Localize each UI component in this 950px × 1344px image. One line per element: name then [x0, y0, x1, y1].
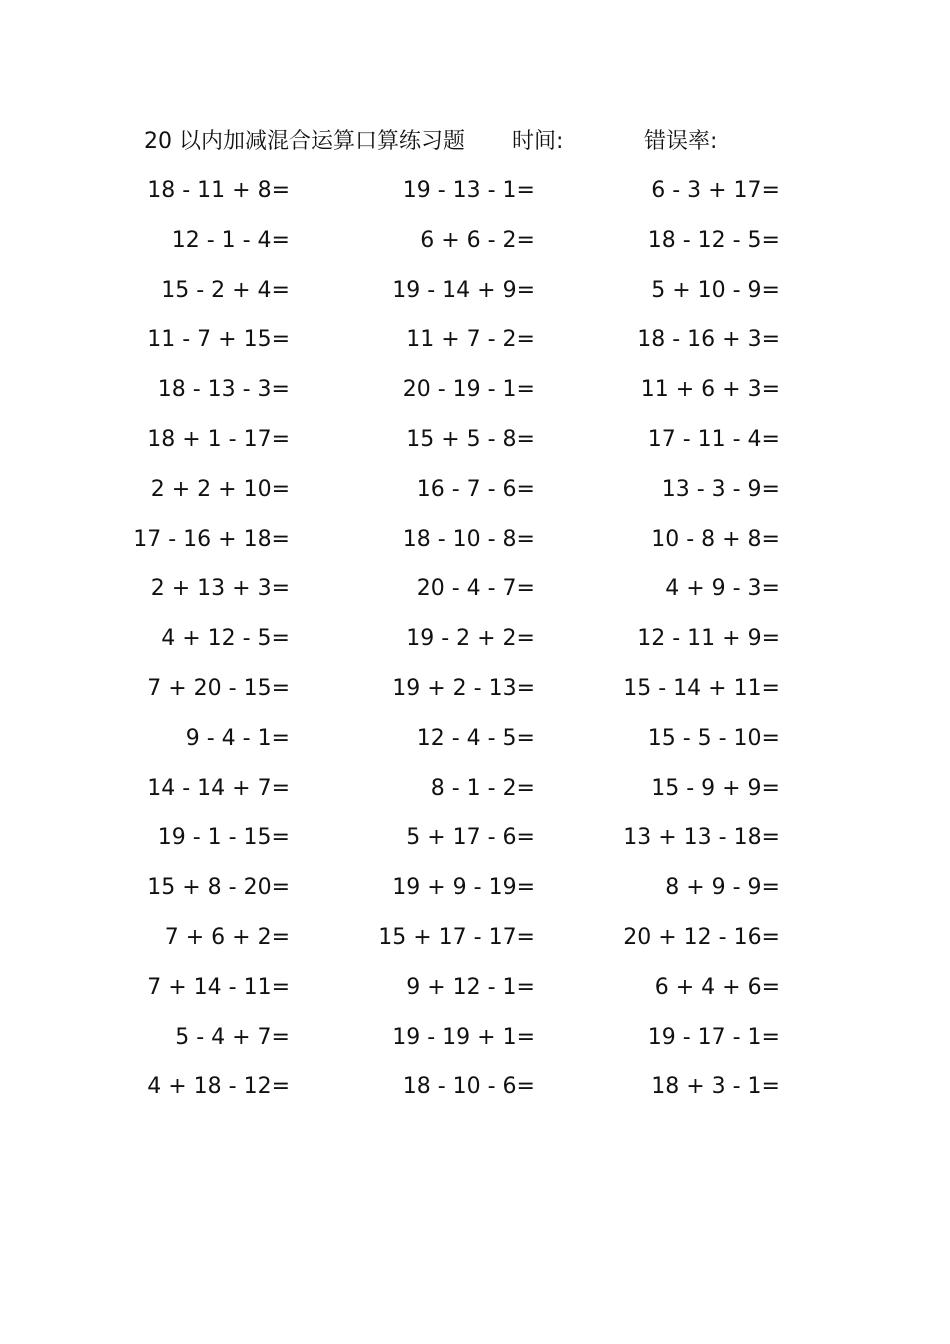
- problem: 8 - 1 - 2=: [430, 775, 535, 801]
- problem: 19 - 17 - 1=: [647, 1024, 780, 1050]
- problem-row: [0, 764, 950, 814]
- problem: 19 - 2 + 2=: [406, 626, 535, 652]
- problem-row: [0, 614, 950, 664]
- problem: 14 - 14 + 7=: [147, 775, 290, 801]
- problem-row: [0, 465, 950, 515]
- time-label: 时间:: [512, 129, 564, 154]
- problem: 7 + 14 - 11=: [147, 974, 290, 1000]
- problem-row: [0, 415, 950, 465]
- problem: 2 + 13 + 3=: [150, 576, 290, 602]
- problem: 20 + 12 - 16=: [623, 924, 780, 950]
- problem: 7 + 6 + 2=: [164, 924, 290, 950]
- problem: 5 - 4 + 7=: [175, 1024, 290, 1050]
- problem-row: [0, 315, 950, 365]
- problem: 11 + 6 + 3=: [640, 377, 780, 403]
- problem: 9 - 4 - 1=: [185, 725, 290, 751]
- problem-row: [0, 813, 950, 863]
- problem: 15 + 17 - 17=: [378, 924, 535, 950]
- problem: 20 - 19 - 1=: [402, 377, 535, 403]
- problem-row: [0, 714, 950, 764]
- problem: 8 + 9 - 9=: [665, 875, 780, 901]
- problem: 6 + 4 + 6=: [654, 974, 780, 1000]
- problem-row: [0, 216, 950, 266]
- problem: 18 + 3 - 1=: [651, 1074, 780, 1100]
- problem: 19 - 14 + 9=: [392, 277, 535, 303]
- problem: 18 - 13 - 3=: [157, 377, 290, 403]
- problem: 20 - 4 - 7=: [416, 576, 535, 602]
- problem: 12 - 4 - 5=: [416, 725, 535, 751]
- problem: 17 - 16 + 18=: [133, 526, 290, 552]
- problem: 18 - 10 - 8=: [402, 526, 535, 552]
- problem: 19 - 1 - 15=: [157, 825, 290, 851]
- problem: 7 + 20 - 15=: [147, 675, 290, 701]
- problem: 19 + 2 - 13=: [392, 675, 535, 701]
- worksheet-header: [144, 124, 844, 160]
- problem: 13 + 13 - 18=: [623, 825, 780, 851]
- problem: 15 + 8 - 20=: [147, 875, 290, 901]
- problem: 16 - 7 - 6=: [416, 476, 535, 502]
- problem: 2 + 2 + 10=: [150, 476, 290, 502]
- problem: 6 + 6 - 2=: [420, 227, 535, 253]
- problem-row: [0, 1062, 950, 1112]
- problem: 13 - 3 - 9=: [661, 476, 780, 502]
- problem: 9 + 12 - 1=: [406, 974, 535, 1000]
- problem: 15 - 14 + 11=: [623, 675, 780, 701]
- problem: 15 - 2 + 4=: [161, 277, 290, 303]
- worksheet-title: 20 以内加减混合运算口算练习题: [144, 129, 465, 154]
- problem-row: [0, 266, 950, 316]
- problem: 17 - 11 - 4=: [647, 426, 780, 452]
- problem-grid: [0, 166, 950, 1112]
- problem: 4 + 9 - 3=: [665, 576, 780, 602]
- problem: 12 - 11 + 9=: [637, 626, 780, 652]
- problem: 15 + 5 - 8=: [406, 426, 535, 452]
- problem: 5 + 10 - 9=: [651, 277, 780, 303]
- problem: 12 - 1 - 4=: [171, 227, 290, 253]
- problem-row: [0, 166, 950, 216]
- problem-row: [0, 863, 950, 913]
- problem: 11 + 7 - 2=: [406, 327, 535, 353]
- problem: 4 + 18 - 12=: [147, 1074, 290, 1100]
- problem: 19 + 9 - 19=: [392, 875, 535, 901]
- problem: 19 - 19 + 1=: [392, 1024, 535, 1050]
- problem-row: [0, 913, 950, 963]
- problem-row: [0, 365, 950, 415]
- problem-row: [0, 1013, 950, 1063]
- problem: 18 - 11 + 8=: [147, 178, 290, 203]
- problem: 5 + 17 - 6=: [406, 825, 535, 851]
- problem-row: [0, 963, 950, 1013]
- problem: 18 - 12 - 5=: [647, 227, 780, 253]
- problem: 18 - 10 - 6=: [402, 1074, 535, 1100]
- problem: 18 - 16 + 3=: [637, 327, 780, 353]
- problem: 10 - 8 + 8=: [651, 526, 780, 552]
- problem: 15 - 9 + 9=: [651, 775, 780, 801]
- problem: 4 + 12 - 5=: [161, 626, 290, 652]
- problem: 6 - 3 + 17=: [651, 178, 780, 203]
- problem-row: [0, 515, 950, 565]
- problem: 18 + 1 - 17=: [147, 426, 290, 452]
- error-rate-label: 错误率:: [644, 129, 718, 154]
- problem: 11 - 7 + 15=: [147, 327, 290, 353]
- problem-row: [0, 664, 950, 714]
- problem: 15 - 5 - 10=: [647, 725, 780, 751]
- problem-row: [0, 564, 950, 614]
- problem: 19 - 13 - 1=: [402, 178, 535, 203]
